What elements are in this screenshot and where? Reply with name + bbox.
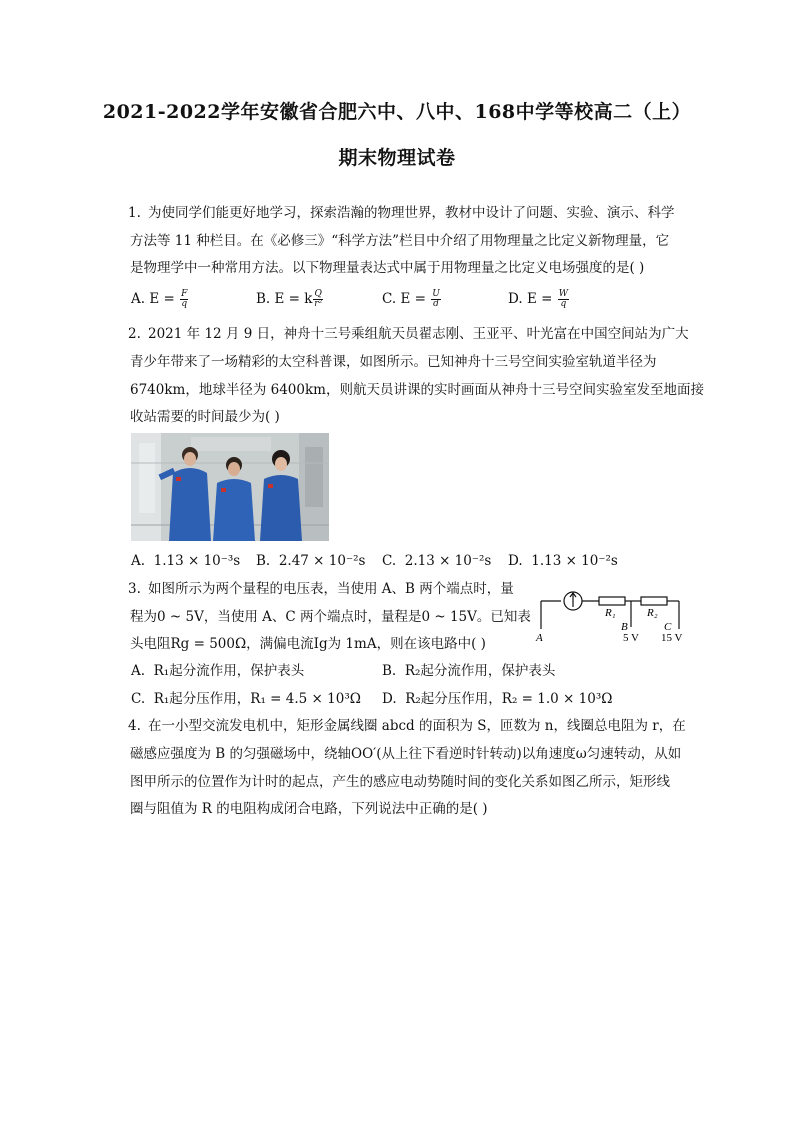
resistor-r2: [641, 597, 667, 605]
terminal-b-label: B: [621, 621, 628, 633]
question-3-option-c[interactable]: C. R₁起分压作用，R₁ = 4.5 × 10³Ω: [131, 691, 361, 707]
question-1-option-c[interactable]: C. E = $\frac{U}{d}$: [382, 289, 440, 309]
terminal-a-label: A: [536, 632, 543, 644]
question-1-line-1: 1. 为使同学们能更好地学习，探索浩瀚的物理世界，教材中设计了问题、实验、演示、科学: [128, 205, 675, 221]
question-3-option-a[interactable]: A. R₁起分流作用，保护表头: [131, 663, 305, 679]
resistor-r1: [599, 597, 625, 605]
question-2-option-d[interactable]: D. 1.13 × 10⁻²s: [508, 553, 618, 569]
question-3-line-2: 程为0 ~ 5V，当使用 A、C 两个端点时，量程是0 ~ 15V。已知表: [130, 609, 531, 625]
r1-label: R₁: [605, 607, 616, 619]
question-4-line-2: 磁感应强度为 B 的匀强磁场中，绕轴OO′(从上往下看逆时针转动)以角速度ω匀速转动，从如: [130, 746, 682, 762]
question-3-option-b[interactable]: B. R₂起分流作用，保护表头: [382, 663, 556, 679]
question-3-line-1: 3. 如图所示为两个量程的电压表，当使用 A、B 两个端点时，量: [128, 581, 514, 597]
question-3-number: 3.: [128, 581, 141, 597]
exam-title-line2: 期末物理试卷: [338, 147, 456, 169]
question-1-option-d[interactable]: D. E = $\frac{W}{q}$: [508, 289, 568, 309]
question-4-number: 4.: [128, 718, 141, 734]
astronauts-photo: [131, 433, 329, 541]
question-1-line-3: 是物理学中一种常用方法。以下物理量表达式中属于用物理量之比定义电场强度的是( ): [130, 260, 645, 276]
question-2-option-b[interactable]: B. 2.47 × 10⁻²s: [256, 553, 366, 569]
question-2-line-1: 2. 2021 年 12 月 9 日，神舟十三号乘组航天员翟志刚、王亚平、叶光富在中国空间站为广大: [128, 326, 689, 342]
question-1-option-a[interactable]: A. E = $\frac{F}{q}$: [131, 289, 188, 309]
question-4-line-4: 圈与阻值为 R 的电阻构成闭合电路，下列说法中正确的是( ): [130, 801, 488, 817]
question-1-number: 1.: [128, 205, 141, 221]
voltmeter-circuit-diagram: [533, 587, 693, 647]
question-2-line-4: 收站需要的时间最少为( ): [130, 409, 280, 425]
range-15v-label: 15 V: [661, 632, 683, 644]
exam-title-line1: 2021-2022学年安徽省合肥六中、八中、168中学等校高二（上）: [102, 101, 692, 123]
r2-label: R₂: [647, 607, 658, 619]
question-1-option-b[interactable]: B. E = k $\frac{Q}{\text{r²}}$: [256, 289, 323, 309]
question-2-option-c[interactable]: C. 2.13 × 10⁻²s: [382, 553, 492, 569]
question-4-line-1: 4. 在一小型交流发电机中，矩形金属线圈 abcd 的面积为 S，匝数为 n，线圈总电阻为 r，在: [128, 718, 686, 734]
question-1-line-2: 方法等 11 种栏目。在《必修三》“科学方法”栏目中介绍了用物理量之比定义新物理量，它: [130, 233, 670, 249]
question-4-line-3: 图甲所示的位置作为计时的起点，产生的感应电动势随时间的变化关系如图乙所示，矩形线: [130, 774, 670, 790]
question-3-option-d[interactable]: D. R₂起分压作用，R₂ = 1.0 × 10³Ω: [382, 691, 613, 707]
terminal-c-label: C: [664, 621, 672, 633]
range-5v-label: 5 V: [623, 632, 639, 644]
question-2-option-a[interactable]: A. 1.13 × 10⁻³s: [131, 553, 241, 569]
question-2-line-3: 6740km，地球半径为 6400km，则航天员讲课的实时画面从神舟十三号空间实验室发至地面接: [130, 382, 704, 398]
question-3-line-3: 头电阻Rg = 500Ω，满偏电流Ig为 1mA，则在该电路中( ): [130, 636, 486, 652]
question-2-number: 2.: [128, 326, 141, 342]
question-2-line-2: 青少年带来了一场精彩的太空科普课，如图所示。已知神舟十三号空间实验室轨道半径为: [130, 354, 657, 370]
